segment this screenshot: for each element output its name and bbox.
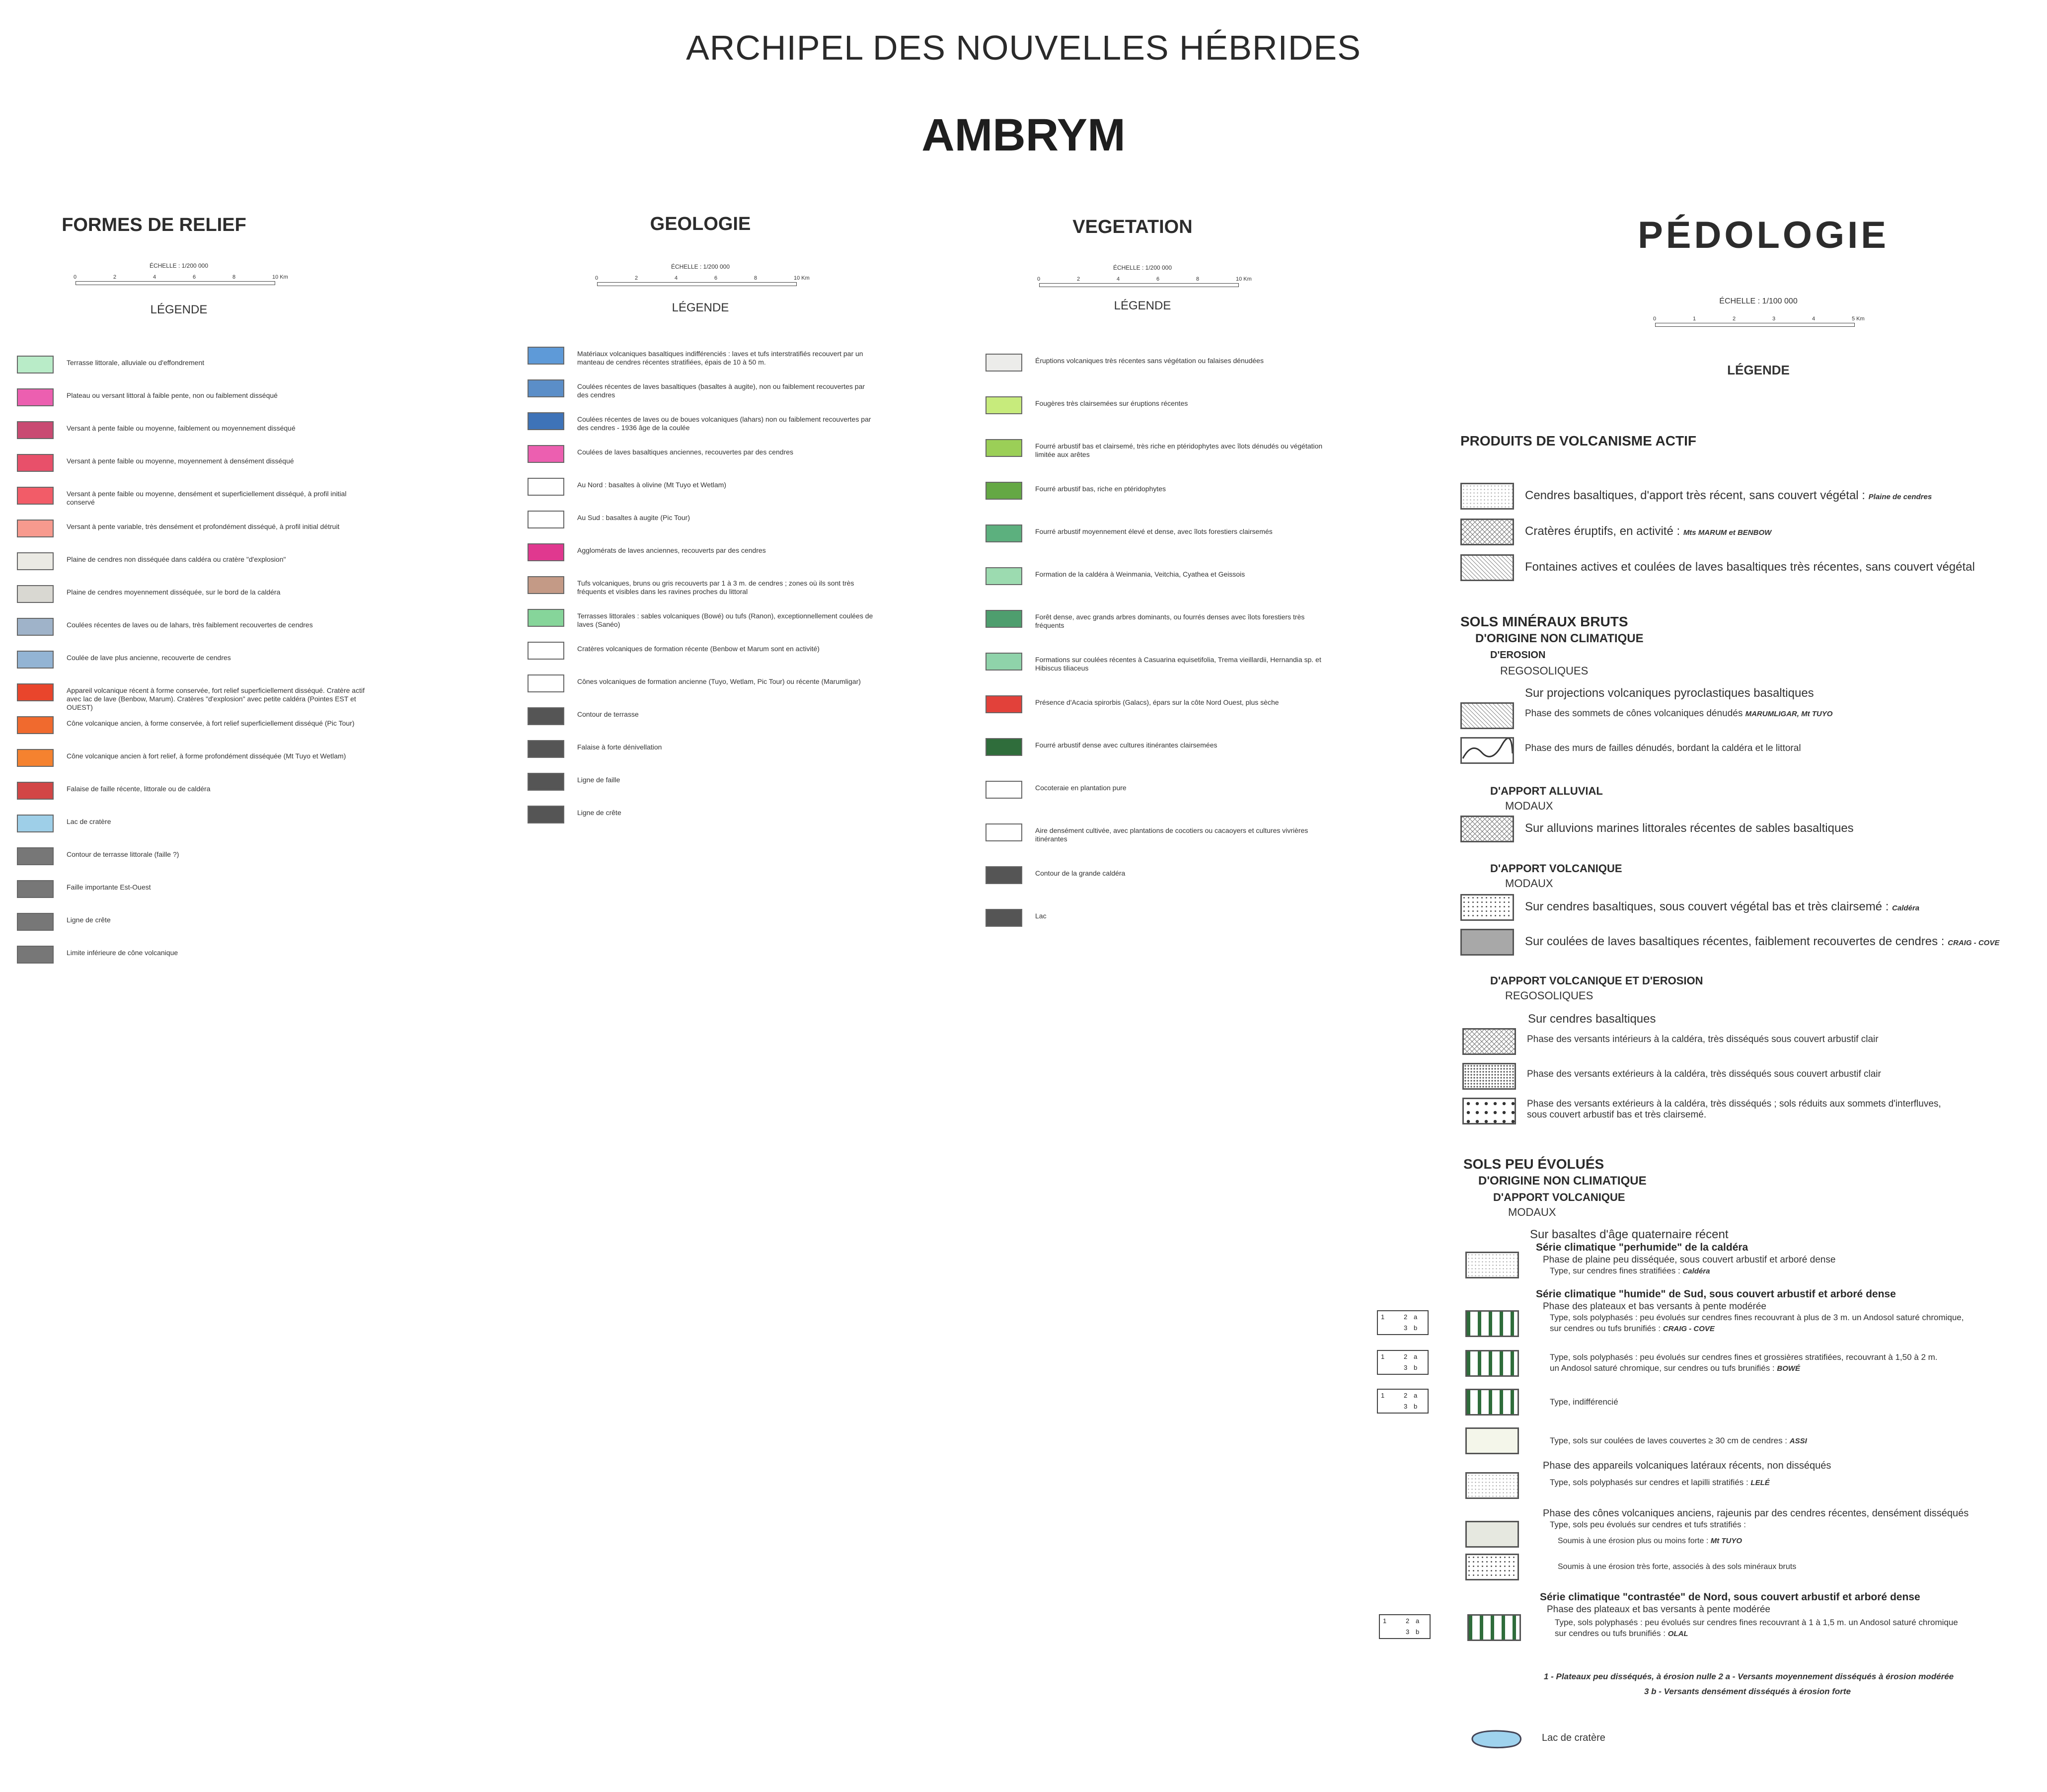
ped-swatch — [1465, 1389, 1519, 1416]
legend-swatch — [986, 695, 1022, 713]
ped-label: Type, sols sur coulées de laves couvertes ≥ 30 cm de cendres : — [1550, 1436, 1788, 1445]
legend-swatch — [17, 651, 54, 669]
scale-tick: 0 — [1653, 316, 1657, 322]
legend-swatch — [986, 354, 1022, 372]
legend-label: Falaise à forte dénivellation — [577, 743, 662, 751]
ped-swatch — [1460, 737, 1514, 764]
legend-label: Plaine de cendres moyennement disséquée, sur le bord de la caldéra — [67, 588, 281, 596]
legend-label: Au Nord : basaltes à olivine (Mt Tuyo et Wetlam) — [577, 481, 727, 489]
subsection: D'APPORT ALLUVIAL — [1490, 785, 1603, 797]
geologie-legend-label: LÉGENDE — [672, 301, 729, 314]
ped-label: Type, sur cendres fines stratifiées : — [1550, 1266, 1680, 1275]
legend-label: Coulées de laves basaltiques anciennes, recouvertes par des cendres — [577, 448, 794, 456]
mini-key-label: a — [1414, 1392, 1418, 1399]
legend-label: Ligne de crête — [577, 809, 621, 817]
legend-label: Coulées récentes de laves ou de boues volcaniques (lahars) non ou faiblement recouvertes par des cendres - 1936 âge de la coulée — [577, 415, 871, 432]
crater-lake-label: Lac de cratère — [1542, 1732, 1605, 1743]
legend-label: Appareil volcanique récent à forme conservée, fort relief superficiellement disséqué. Cratère actif avec lac de lave (Benbow, Marum). Cratères "d'explosion" avec petite caldéra (Pointes EST et OUEST) — [67, 686, 365, 711]
ped-label: Phase des versants extérieurs à la caldéra, très disséqués ; sols réduits aux sommets d'interfluves, — [1527, 1099, 1941, 1109]
legend-swatch — [986, 823, 1022, 841]
ped-swatch — [1465, 1252, 1519, 1278]
ped-swatch — [1467, 1614, 1521, 1641]
ped-label: sur cendres ou tufs brunifiés : — [1555, 1629, 1666, 1638]
legend-label: Fourré arbustif dense avec cultures itinérantes clairsemées — [1035, 741, 1217, 749]
legend-label: Au Sud : basaltes à augite (Pic Tour) — [577, 514, 690, 522]
legend-swatch — [17, 585, 54, 603]
legend-swatch — [528, 740, 564, 758]
legend-swatch — [986, 439, 1022, 457]
scale-label: ÉCHELLE : 1/200 000 — [149, 262, 209, 269]
ped-label: Type, sols polyphasés : peu évolués sur cendres fines et grossières stratifiées, recouvrant à 1,50 à 2 m. — [1550, 1352, 1938, 1362]
scale-tick: 2 — [635, 275, 638, 281]
scale-tick: 3 — [1772, 316, 1776, 322]
mini-key-label: 1 — [1383, 1617, 1387, 1625]
scale-tick: 6 — [714, 275, 718, 281]
scale-label: ÉCHELLE : 1/200 000 — [671, 263, 730, 270]
mini-key-label: a — [1414, 1313, 1418, 1321]
ped-swatch — [1465, 1554, 1519, 1580]
legend-label: Agglomérats de laves anciennes, recouverts par des cendres — [577, 546, 766, 554]
ped-locality: MARUMLIGAR, Mt TUYO — [1745, 710, 1833, 718]
legend-swatch — [528, 707, 564, 725]
ped-label: Type, sols polyphasés sur cendres et lapilli stratifiés : — [1550, 1478, 1748, 1487]
legend-swatch — [17, 815, 54, 832]
subsection: MODAUX — [1505, 877, 1553, 890]
legend-swatch — [986, 781, 1022, 799]
ped-locality: Mt TUYO — [1710, 1537, 1743, 1545]
legend-label: Cratères volcaniques de formation récente (Benbow et Marum sont en activité) — [577, 645, 820, 653]
legend-label: Aire densément cultivée, avec plantations de cocotiers ou cacaoyers et cultures vivrières itinérantes — [1035, 826, 1308, 843]
legend-label: Falaise de faille récente, littorale ou de caldéra — [67, 785, 211, 793]
mini-key-label: 3 — [1404, 1364, 1408, 1371]
ped-locality: LELÉ — [1750, 1479, 1770, 1487]
legend-label: Versant à pente faible ou moyenne, moyennement à densément disséqué — [67, 457, 294, 465]
scale-tick: 6 — [1156, 276, 1160, 282]
vegetation-scale — [1033, 264, 1252, 294]
legend-swatch — [986, 524, 1022, 542]
legend-label: Contour de terrasse — [577, 710, 639, 718]
ped-label: Phase des sommets de cônes volcaniques dénudés — [1525, 708, 1743, 719]
scale-tick: 5 Km — [1852, 316, 1865, 322]
legend-swatch — [17, 847, 54, 865]
legend-label: Terrasse littorale, alluviale ou d'effondrement — [67, 359, 205, 367]
pedologie-scale — [1649, 297, 1868, 332]
subsection: MODAUX — [1505, 800, 1553, 812]
legend-label: Ligne de faille — [577, 776, 620, 784]
ped-swatch — [1462, 1063, 1516, 1090]
ped-label: Soumis à une érosion plus ou moins forte : — [1558, 1537, 1709, 1545]
mini-key-label: 1 — [1381, 1392, 1385, 1399]
ped-swatch — [1462, 1028, 1516, 1055]
mini-key-label: 2 — [1406, 1617, 1410, 1625]
legend-swatch — [528, 576, 564, 594]
scale-bar — [76, 281, 275, 285]
legend-swatch — [528, 412, 564, 430]
erosion-notes: 3 b - Versants densément disséqués à érosion forte — [1644, 1687, 1851, 1696]
legend-label: Limite inférieure de cône volcanique — [67, 949, 178, 957]
mini-key — [1377, 1350, 1429, 1375]
legend-swatch — [17, 487, 54, 505]
mini-key-label: 3 — [1404, 1324, 1408, 1332]
relief-title: FORMES DE RELIEF — [62, 215, 246, 235]
ped-swatch — [1460, 483, 1514, 510]
ped-swatch — [1465, 1472, 1519, 1499]
legend-label: Présence d'Acacia spirorbis (Galacs), épars sur la côte Nord Ouest, plus sèche — [1035, 698, 1279, 706]
phase: Phase des plateaux et bas versants à pente modérée — [1547, 1604, 1770, 1615]
scale-label: ÉCHELLE : 1/200 000 — [1113, 264, 1172, 271]
ped-label: Type, indifférencié — [1550, 1397, 1618, 1407]
mini-key-label: 1 — [1381, 1353, 1385, 1360]
ped-locality: CRAIG - COVE — [1663, 1325, 1715, 1333]
legend-label: Terrasses littorales : sables volcaniques (Bowé) ou tufs (Ranon), exceptionnellement coulées de laves (Sanéo) — [577, 612, 873, 628]
phase: Phase des cônes volcaniques anciens, rajeunis par des cendres récentes, densément disséqués — [1543, 1508, 1969, 1519]
ped-locality: BOWÉ — [1777, 1364, 1801, 1373]
ped-swatch — [1465, 1427, 1519, 1454]
section-sols-peu-evolues: SOLS PEU ÉVOLUÉS — [1463, 1156, 1604, 1172]
mini-key — [1377, 1310, 1429, 1335]
legend-swatch — [17, 552, 54, 570]
legend-label: Coulées récentes de laves basaltiques (basaltes à augite), non ou faiblement recouvertes par des cendres — [577, 382, 865, 399]
mini-key-label: b — [1416, 1628, 1420, 1636]
ped-locality: Caldéra — [1682, 1267, 1710, 1275]
legend-label: Faille importante Est-Ouest — [67, 883, 151, 891]
subsection: MODAUX — [1508, 1206, 1556, 1218]
legend-label: Fourré arbustif bas, riche en ptéridophytes — [1035, 485, 1166, 493]
ped-label: Sur coulées de laves basaltiques récentes, faiblement recouvertes de cendres : — [1525, 935, 1945, 948]
legend-label: Cocoteraie en plantation pure — [1035, 784, 1127, 792]
legend-swatch — [17, 913, 54, 931]
legend-swatch — [986, 396, 1022, 414]
ped-swatch — [1462, 1098, 1516, 1124]
legend-swatch — [17, 683, 54, 701]
legend-swatch — [528, 445, 564, 463]
scale-tick: 10 Km — [272, 274, 288, 280]
ped-swatch — [1465, 1350, 1519, 1377]
subsection: Sur cendres basaltiques — [1528, 1012, 1656, 1026]
legend-label: Éruptions volcaniques très récentes sans végétation ou falaises dénudées — [1035, 357, 1264, 365]
legend-swatch — [528, 347, 564, 365]
legend-label: Versant à pente faible ou moyenne, densément et superficiellement disséqué, à profil initial conservé — [67, 490, 347, 506]
ped-locality: CRAIG - COVE — [1948, 939, 2000, 947]
mini-key-label: 1 — [1381, 1313, 1385, 1321]
mini-key-label: b — [1414, 1364, 1418, 1371]
subsection: D'ORIGINE NON CLIMATIQUE — [1478, 1174, 1647, 1188]
legend-label: Forêt dense, avec grands arbres dominants, ou fourrés denses avec îlots forestiers très fréquents — [1035, 613, 1305, 629]
ped-locality: Caldéra — [1892, 904, 1920, 912]
legend-label: Cônes volcaniques de formation ancienne (Tuyo, Wetlam, Pic Tour) ou récente (Marumligar) — [577, 677, 861, 685]
legend-swatch — [528, 806, 564, 823]
mini-key-label: b — [1414, 1324, 1418, 1332]
vegetation-legend-label: LÉGENDE — [1114, 299, 1171, 312]
legend-swatch — [528, 478, 564, 496]
relief-scale — [70, 262, 288, 292]
scale-tick: 2 — [1077, 276, 1080, 282]
legend-label: Lac de cratère — [67, 818, 111, 825]
legend-swatch — [986, 866, 1022, 884]
legend-label: Fourré arbustif moyennement élevé et dense, avec îlots forestiers clairsemés — [1035, 527, 1273, 535]
legend-label: Versant à pente faible ou moyenne, faiblement ou moyennement disséqué — [67, 424, 296, 432]
subsection: Sur basaltes d'âge quaternaire récent — [1530, 1228, 1729, 1241]
legend-label: Contour de terrasse littorale (faille ?) — [67, 850, 179, 858]
legend-swatch — [528, 642, 564, 660]
pedologie-legend-label: LÉGENDE — [1727, 363, 1790, 377]
legend-swatch — [528, 609, 564, 627]
subsection: D'APPORT VOLCANIQUE ET D'EROSION — [1490, 974, 1703, 987]
map-title: ARCHIPEL DES NOUVELLES HÉBRIDES — [686, 28, 1361, 67]
legend-swatch — [17, 946, 54, 964]
ped-swatch — [1460, 554, 1514, 581]
ped-swatch — [1460, 894, 1514, 921]
ped-label: Type, sols polyphasés : peu évolués sur cendres fines recouvrant à 1 à 1,5 m. un Andosol saturé chromique — [1555, 1618, 1958, 1627]
island-name: AMBRYM — [921, 110, 1126, 160]
legend-swatch — [528, 543, 564, 561]
mini-key-label: a — [1414, 1353, 1418, 1360]
legend-swatch — [986, 653, 1022, 671]
phase: Phase des appareils volcaniques latéraux récents, non disséqués — [1543, 1460, 1831, 1471]
legend-swatch — [528, 379, 564, 397]
mini-key-label: 3 — [1406, 1628, 1410, 1636]
mini-key-label: 2 — [1404, 1313, 1408, 1321]
legend-label: Fougères très clairsemées sur éruptions récentes — [1035, 399, 1188, 407]
legend-label: Matériaux volcaniques basaltiques indifférenciés : laves et tufs interstratifiés recouvert par un manteau de cendres récentes stratifiées, épais de 10 à 50 m. — [577, 350, 863, 366]
legend-label: Lac — [1035, 912, 1047, 920]
geologie-scale — [591, 263, 810, 293]
ped-label: Phase des versants intérieurs à la caldéra, très disséqués sous couvert arbustif clair — [1527, 1034, 1879, 1045]
section-volcanisme-actif: PRODUITS DE VOLCANISME ACTIF — [1460, 433, 1696, 448]
scale-tick: 0 — [595, 275, 599, 281]
subsection: D'APPORT VOLCANIQUE — [1490, 862, 1622, 875]
ped-label: Sur cendres basaltiques, sous couvert végétal bas et très clairsemé : — [1525, 900, 1889, 913]
ped-swatch — [1460, 816, 1514, 842]
ped-locality: Plaine de cendres — [1868, 493, 1932, 501]
ped-swatch — [1465, 1310, 1519, 1337]
erosion-notes: 1 - Plateaux peu disséqués, à érosion nulle 2 a - Versants moyennement disséqués à érosion modérée — [1544, 1672, 1954, 1681]
scale-tick: 10 Km — [794, 275, 810, 281]
legend-label: Coulées récentes de laves ou de lahars, très faiblement recouvertes de cendres — [67, 621, 313, 629]
subsection: D'ORIGINE NON CLIMATIQUE — [1475, 632, 1644, 645]
ped-swatch — [1460, 929, 1514, 956]
legend-swatch — [17, 356, 54, 373]
mini-key — [1377, 1389, 1429, 1414]
pedologie-title: PÉDOLOGIE — [1638, 214, 1889, 256]
legend-label: Formation de la caldéra à Weinmania, Veitchia, Cyathea et Geissois — [1035, 570, 1245, 578]
ped-label: Type, sols peu évolués sur cendres et tufs stratifiés : — [1550, 1520, 1746, 1529]
ped-label: Type, sols polyphasés : peu évolués sur cendres fines recouvrant à plus de 3 m. un Andosol saturé chromique, — [1550, 1313, 1964, 1322]
series-perhumide: Série climatique "perhumide" de la caldéra — [1536, 1242, 1748, 1253]
ped-label: Soumis à une érosion très forte, associés à des sols minéraux bruts — [1558, 1563, 1797, 1571]
scale-tick: 2 — [1733, 316, 1736, 322]
scale-bar — [597, 282, 797, 286]
scale-label: ÉCHELLE : 1/100 000 — [1719, 297, 1798, 305]
mini-key-label: 2 — [1404, 1392, 1408, 1399]
legend-swatch — [986, 482, 1022, 500]
legend-label: Tufs volcaniques, bruns ou gris recouverts par 1 à 3 m. de cendres ; zones où ils sont très fréquents et visibles dans les ravines proches du littoral — [577, 579, 854, 596]
subsection: REGOSOLIQUES — [1500, 665, 1589, 677]
scale-tick: 4 — [1117, 276, 1120, 282]
scale-tick: 1 — [1693, 316, 1696, 322]
mini-key-label: a — [1416, 1617, 1420, 1625]
legend-swatch — [17, 618, 54, 636]
geologie-title: GEOLOGIE — [650, 214, 751, 234]
scale-tick: 8 — [1196, 276, 1200, 282]
legend-label: Plaine de cendres non disséquée dans caldéra ou cratère "d'explosion" — [67, 555, 286, 563]
vegetation-title: VEGETATION — [1072, 217, 1193, 237]
series-humide: Série climatique "humide" de Sud, sous couvert arbustif et arboré dense — [1536, 1288, 1896, 1300]
subsection: Sur projections volcaniques pyroclastiques basaltiques — [1525, 686, 1814, 700]
ped-label: Fontaines actives et coulées de laves basaltiques très récentes, sans couvert végétal — [1525, 560, 1975, 574]
scale-bar — [1039, 283, 1239, 287]
legend-label: Cône volcanique ancien à fort relief, à forme profondément disséquée (Mt Tuyo et Wetlam) — [67, 752, 346, 760]
ped-label: Phase des versants extérieurs à la caldéra, très disséqués sous couvert arbustif clair — [1527, 1069, 1881, 1079]
scale-tick: 10 Km — [1236, 276, 1252, 282]
ped-label: un Andosol saturé chromique, sur cendres ou tufs brunifiés : — [1550, 1363, 1775, 1373]
legend-label: Ligne de crête — [67, 916, 111, 924]
ped-label: sur cendres ou tufs brunifiés : — [1550, 1324, 1661, 1333]
ped-label: Cendres basaltiques, d'apport très récent, sans couvert végétal : — [1525, 489, 1865, 502]
scale-tick: 2 — [113, 274, 117, 280]
ped-label: Cratères éruptifs, en activité : — [1525, 524, 1680, 538]
ped-swatch — [1460, 702, 1514, 729]
ped-swatch — [1465, 1521, 1519, 1548]
phase: Phase de plaine peu disséquée, sous couvert arbustif et arboré dense — [1543, 1255, 1836, 1265]
legend-swatch — [17, 454, 54, 472]
legend-swatch — [17, 716, 54, 734]
scale-tick: 0 — [74, 274, 77, 280]
legend-swatch — [986, 610, 1022, 628]
scale-tick: 0 — [1037, 276, 1041, 282]
ped-locality: OLAL — [1668, 1630, 1688, 1638]
legend-swatch — [17, 782, 54, 800]
scale-tick: 4 — [675, 275, 678, 281]
scale-tick: 4 — [1812, 316, 1816, 322]
subsection: REGOSOLIQUES — [1505, 989, 1593, 1002]
scale-bar — [1655, 323, 1855, 327]
legend-label: Versant à pente variable, très densément et profondément disséqué, à profil initial détruit — [67, 523, 340, 530]
legend-swatch — [986, 738, 1022, 756]
legend-label: Formations sur coulées récentes à Casuarina equisetifolia, Trema vieillardii, Hernandia sp. et Hibiscus tiliaceus — [1035, 656, 1321, 672]
ped-locality: Mts MARUM et BENBOW — [1683, 528, 1772, 537]
phase: Phase des plateaux et bas versants à pente modérée — [1543, 1301, 1766, 1312]
mini-key-label: 3 — [1404, 1403, 1408, 1410]
subsection: D'APPORT VOLCANIQUE — [1493, 1191, 1625, 1203]
legend-swatch — [17, 421, 54, 439]
legend-label: Coulée de lave plus ancienne, recouverte de cendres — [67, 654, 231, 662]
legend-swatch — [17, 880, 54, 898]
section-sols-mineraux-bruts: SOLS MINÉRAUX BRUTS — [1460, 614, 1628, 629]
ped-label: sous couvert arbustif bas et très clairsemé. — [1527, 1110, 1707, 1120]
legend-swatch — [17, 388, 54, 406]
crater-lake-icon — [1468, 1727, 1523, 1752]
mini-key-label: 2 — [1404, 1353, 1408, 1360]
ped-swatch — [1460, 519, 1514, 545]
legend-swatch — [528, 511, 564, 528]
legend-swatch — [986, 567, 1022, 585]
ped-locality: ASSI — [1789, 1437, 1807, 1445]
series-contrastee: Série climatique "contrastée" de Nord, sous couvert arbustif et arboré dense — [1540, 1591, 1920, 1603]
legend-label: Fourré arbustif bas et clairsemé, très riche en ptéridophytes avec îlots dénudés ou végétation limitée aux arêtes — [1035, 442, 1323, 458]
subsection: D'EROSION — [1490, 650, 1546, 661]
legend-swatch — [17, 520, 54, 537]
scale-tick: 4 — [153, 274, 156, 280]
scale-tick: 8 — [232, 274, 236, 280]
legend-swatch — [528, 773, 564, 791]
legend-label: Contour de la grande caldéra — [1035, 869, 1126, 877]
scale-tick: 8 — [754, 275, 758, 281]
legend-swatch — [528, 674, 564, 692]
fault-wave-icon — [1462, 739, 1513, 762]
legend-label: Plateau ou versant littoral à faible pente, non ou faiblement disséqué — [67, 391, 278, 399]
ped-label: Phase des murs de failles dénudés, bordant la caldéra et le littoral — [1525, 743, 1801, 753]
mini-key-label: b — [1414, 1403, 1418, 1410]
legend-label: Cône volcanique ancien, à forme conservée, à fort relief superficiellement disséqué (Pic Tour) — [67, 719, 355, 727]
ped-label: Sur alluvions marines littorales récentes de sables basaltiques — [1525, 821, 1854, 835]
scale-tick: 6 — [193, 274, 196, 280]
mini-key — [1379, 1614, 1431, 1639]
legend-swatch — [986, 909, 1022, 927]
relief-legend-label: LÉGENDE — [150, 303, 208, 316]
legend-swatch — [17, 749, 54, 767]
